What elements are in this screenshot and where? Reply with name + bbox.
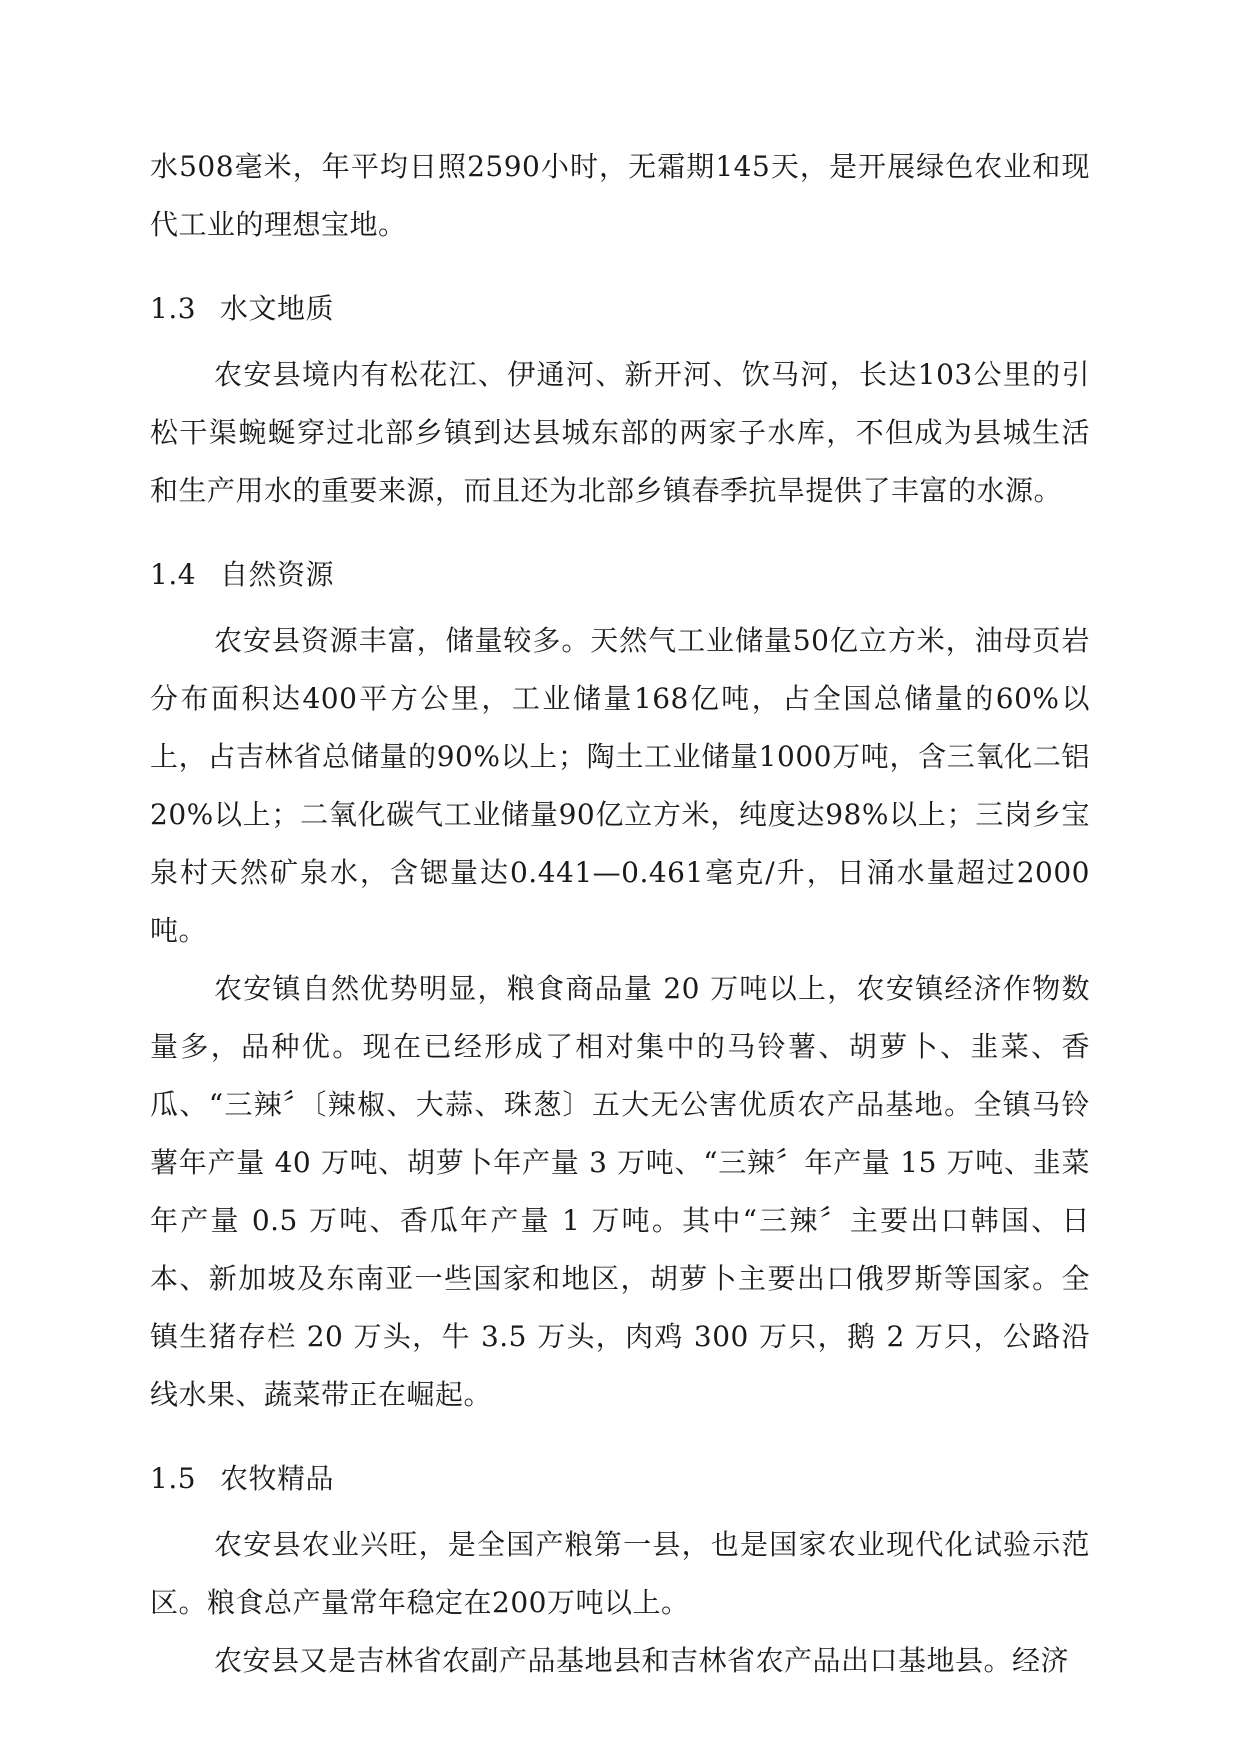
heading-number: 1.4 (150, 558, 197, 591)
heading-1-3 (150, 280, 1090, 338)
paragraph-nongan-town: 农安镇自然优势明显，粮食商品量 20 万吨以上，农安镇经济作物数量多，品种优。现在已经形成了相对集中的马铃薯、胡萝卜、韭菜、香瓜、“三辣〞〔辣椒、大蒜、珠葱〕五大无公害优质农产品基地。全镇马铃薯年产量 40 万吨、胡萝卜年产量 3 万吨、“三辣〞年产量 15 万吨、韭菜年产量 0.5 万吨、香瓜年产量 1 万吨。其中“三辣〞主要出口韩国、日本、新加坡及东南亚一些国家和地区，胡萝卜主要出口俄罗斯等国家。全镇生猪存栏 20 万头，牛 3.5 万头，肉鸡 300 万只，鹅 2 万只，公路沿线水果、蔬菜带正在崛起。 (150, 972, 1090, 1411)
paragraph-export-base: 农安县又是吉林省农副产品基地县和吉林省农产品出口基地县。经济 (214, 1644, 1070, 1677)
heading-title: 水文地质 (220, 292, 335, 325)
heading-title: 自然资源 (220, 558, 335, 591)
heading-number: 1.5 (150, 1462, 197, 1495)
paragraph-climate-end: 水508毫米，年平均日照2590小时，无霜期145天，是开展绿色农业和现代工业的理想宝地。 (150, 150, 1090, 241)
heading-title: 农牧精品 (220, 1462, 335, 1495)
paragraph-resources: 农安县资源丰富，储量较多。天然气工业储量50亿立方米，油母页岩分布面积达400平方公里，工业储量168亿吨，占全国总储量的60%以上，占吉林省总储量的90%以上；陶土工业储量1000万吨，含三氧化二铝20%以上；二氧化碳气工业储量90亿立方米，纯度达98%以上；三岗乡宝泉村天然矿泉水，含锶量达0.441—0.461毫克/升，日涌水量超过2000吨。 (150, 624, 1090, 947)
document-page (150, 138, 1090, 1690)
paragraph-hydrology: 农安县境内有松花江、伊通河、新开河、饮马河，长达103公里的引松干渠蜿蜒穿过北部乡镇到达县城东部的两家子水库，不但成为县城生活和生产用水的重要来源，而且还为北部乡镇春季抗旱提供了丰富的水源。 (150, 358, 1090, 507)
heading-1-5 (150, 1450, 1090, 1508)
heading-1-4 (150, 546, 1090, 604)
heading-number: 1.3 (150, 292, 197, 325)
paragraph-agriculture: 农安县农业兴旺，是全国产粮第一县，也是国家农业现代化试验示范区。粮食总产量常年稳定在200万吨以上。 (150, 1528, 1090, 1619)
